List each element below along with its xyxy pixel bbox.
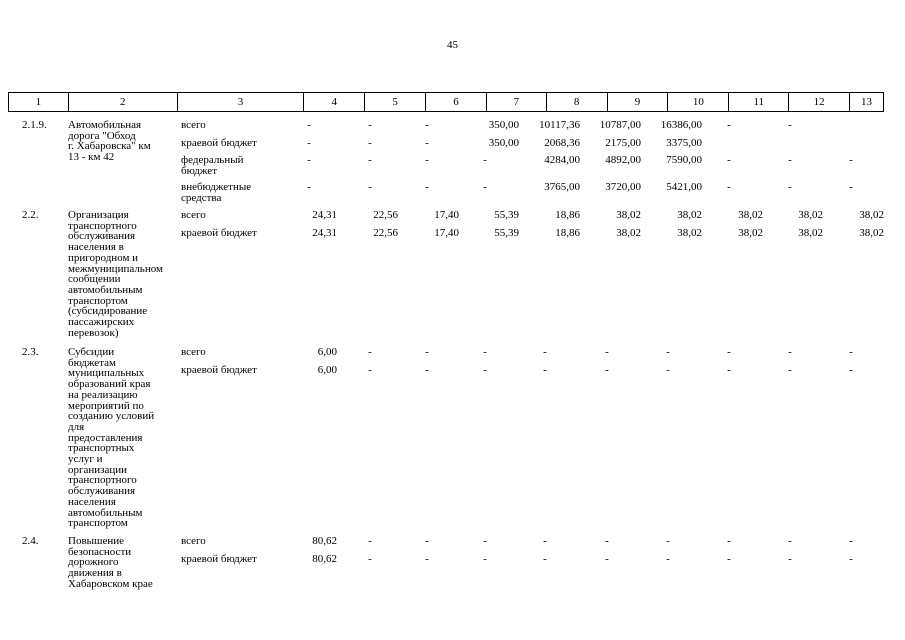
- row-name-line: дорожного: [68, 556, 119, 569]
- cell-value: 5421,00: [666, 181, 702, 193]
- cell-value: -: [483, 364, 487, 376]
- cell-value: 38,02: [738, 209, 763, 221]
- cell-value: -: [666, 346, 670, 358]
- row-name-line: пассажирских: [68, 316, 135, 328]
- header-col-8: 8: [547, 93, 608, 111]
- header-col-4: 4: [304, 93, 365, 111]
- cell-value: -: [425, 553, 429, 565]
- cell-value: 22,56: [373, 227, 398, 239]
- cell-value: 17,40: [434, 209, 459, 221]
- cell-value: -: [425, 535, 429, 547]
- subrow-label: всего: [181, 346, 206, 358]
- cell-value: -: [425, 137, 429, 149]
- cell-value: -: [727, 119, 731, 131]
- cell-value: -: [788, 154, 792, 166]
- cell-value: 38,02: [738, 227, 763, 239]
- row-name-line: дорога "Обход: [68, 129, 136, 142]
- cell-value: -: [483, 553, 487, 565]
- row-name-line: для: [68, 420, 85, 433]
- row-name-line: автомобильным: [68, 283, 143, 296]
- cell-value: 80,62: [312, 553, 337, 565]
- cell-value: 7590,00: [666, 154, 702, 166]
- cell-value: -: [849, 154, 853, 166]
- cell-value: 38,02: [616, 209, 641, 221]
- row-code: 2.1.9.: [22, 119, 47, 131]
- header-col-12: 12: [789, 93, 850, 111]
- row-name-line: транспортных: [68, 442, 135, 455]
- cell-value: -: [543, 346, 547, 358]
- cell-value: -: [727, 535, 731, 547]
- cell-value: 10787,00: [599, 119, 641, 131]
- cell-value: -: [727, 154, 731, 166]
- cell-value: 55,39: [494, 209, 519, 221]
- cell-value: -: [605, 535, 609, 547]
- cell-value: -: [425, 119, 429, 131]
- cell-value: 3765,00: [544, 181, 580, 193]
- row-name-line: 13 - км 42: [68, 151, 115, 164]
- cell-value: -: [483, 181, 487, 193]
- cell-value: -: [788, 181, 792, 193]
- subrow-label: средства: [181, 191, 222, 204]
- cell-value: -: [788, 553, 792, 565]
- cell-value: -: [788, 364, 792, 376]
- cell-value: -: [788, 119, 792, 131]
- subrow-label: краевой бюджет: [181, 364, 257, 376]
- cell-value: 3375,00: [666, 137, 702, 149]
- cell-value: 10117,36: [539, 119, 580, 131]
- row-name-line: муниципальных: [68, 367, 145, 380]
- cell-value: -: [425, 364, 429, 376]
- cell-value: 38,02: [677, 209, 702, 221]
- cell-value: -: [483, 535, 487, 547]
- cell-value: -: [307, 181, 311, 193]
- cell-value: -: [483, 346, 487, 358]
- cell-value: 4892,00: [605, 154, 641, 166]
- row-code: 2.4.: [22, 535, 39, 547]
- row-code: 2.3.: [22, 346, 39, 358]
- row-name-line: Организация: [68, 209, 129, 221]
- cell-value: -: [368, 553, 372, 565]
- subrow-label: федеральный: [181, 154, 244, 166]
- cell-value: -: [727, 346, 731, 358]
- subrow-label: всего: [181, 535, 206, 547]
- row-name-line: безопасности: [68, 545, 132, 558]
- cell-value: 17,40: [434, 227, 459, 239]
- row-name-line: Хабаровском крае: [68, 577, 153, 590]
- cell-value: -: [849, 364, 853, 376]
- cell-value: 350,00: [488, 119, 519, 131]
- row-name-line: предоставления: [68, 431, 143, 444]
- cell-value: 22,56: [373, 209, 398, 221]
- cell-value: -: [605, 553, 609, 565]
- row-name-line: транспортного: [68, 219, 137, 232]
- cell-value: -: [543, 553, 547, 565]
- header-col-13: 13: [861, 96, 872, 108]
- subrow-label: краевой бюджет: [181, 137, 257, 149]
- cell-value: -: [788, 346, 792, 358]
- cell-value: 6,00: [317, 364, 337, 376]
- cell-value: 38,02: [677, 227, 702, 239]
- header-col-9: 9: [608, 93, 669, 111]
- cell-value: 24,31: [312, 227, 337, 239]
- cell-value: 18,86: [555, 227, 580, 239]
- subrow-label: всего: [181, 119, 206, 131]
- header-col-1: 1: [9, 93, 69, 111]
- cell-value: 38,02: [859, 209, 884, 221]
- cell-value: -: [727, 364, 731, 376]
- cell-value: -: [368, 364, 372, 376]
- cell-value: -: [543, 535, 547, 547]
- row-name-line: транспортом: [68, 517, 128, 530]
- cell-value: -: [368, 137, 372, 149]
- row-name-line: мероприятий по: [68, 399, 144, 412]
- cell-value: 18,86: [555, 209, 580, 221]
- row-name-line: на реализацию: [68, 388, 138, 401]
- cell-value: -: [849, 553, 853, 565]
- row-name-line: (субсидирование: [68, 305, 148, 318]
- row-name-line: автомобильным: [68, 506, 143, 519]
- page-number: 45: [447, 39, 458, 51]
- header-col-10: 10: [668, 93, 729, 111]
- row-name-line: обслуживания: [68, 230, 136, 243]
- cell-value: -: [483, 154, 487, 166]
- cell-value: -: [666, 535, 670, 547]
- row-name-line: населения: [68, 495, 116, 508]
- header-col-2: 2: [69, 93, 178, 111]
- row-name-line: перевозок): [68, 326, 119, 339]
- row-name-line: движения в: [68, 567, 122, 580]
- cell-value: -: [543, 364, 547, 376]
- cell-value: -: [849, 181, 853, 193]
- header-col-11: 11: [729, 93, 789, 111]
- cell-value: -: [605, 364, 609, 376]
- header-col-5: 5: [365, 93, 426, 111]
- row-name-line: сообщении: [68, 273, 121, 286]
- cell-value: 3720,00: [605, 181, 641, 193]
- row-code: 2.2.: [22, 209, 39, 221]
- subrow-label: всего: [181, 209, 206, 221]
- subrow-label: краевой бюджет: [181, 553, 257, 565]
- row-name-line: созданию условий: [68, 410, 155, 423]
- row-name-line: Повышение: [68, 535, 125, 547]
- row-name-line: транспортного: [68, 474, 137, 487]
- row-name-line: транспортом: [68, 294, 128, 307]
- cell-value: -: [425, 346, 429, 358]
- cell-value: -: [425, 181, 429, 193]
- header-col-6: 6: [426, 93, 487, 111]
- subrow-label: внебюджетные: [181, 181, 252, 193]
- cell-value: -: [849, 535, 853, 547]
- cell-value: -: [368, 119, 372, 131]
- cell-value: -: [605, 346, 609, 358]
- subrow-label: краевой бюджет: [181, 227, 257, 239]
- header-col-3: 3: [178, 93, 305, 111]
- row-name-line: образований края: [68, 378, 151, 391]
- cell-value: -: [307, 119, 311, 131]
- cell-value: -: [849, 346, 853, 358]
- row-name-line: организации: [68, 463, 128, 476]
- cell-value: -: [788, 535, 792, 547]
- cell-value: -: [666, 364, 670, 376]
- subrow-label: бюджет: [181, 164, 217, 177]
- cell-value: 38,02: [798, 227, 823, 239]
- cell-value: 2068,36: [544, 137, 580, 149]
- cell-value: -: [368, 154, 372, 166]
- row-name-line: обслуживания: [68, 485, 136, 498]
- cell-value: 350,00: [488, 137, 519, 149]
- cell-value: 55,39: [494, 227, 519, 239]
- cell-value: -: [727, 181, 731, 193]
- cell-value: 80,62: [312, 535, 337, 547]
- table-header: [8, 92, 884, 112]
- row-name-line: пригородном и: [68, 251, 139, 264]
- cell-value: 24,31: [312, 209, 337, 221]
- row-name-line: межмуниципальном: [68, 262, 163, 275]
- row-name-line: населения в: [68, 241, 124, 254]
- cell-value: 38,02: [859, 227, 884, 239]
- cell-value: 2175,00: [605, 137, 641, 149]
- cell-value: -: [666, 553, 670, 565]
- cell-value: -: [307, 154, 311, 166]
- cell-value: -: [425, 154, 429, 166]
- row-name-line: услуг и: [68, 453, 103, 465]
- row-name-line: Автомобильная: [68, 119, 142, 131]
- cell-value: -: [368, 346, 372, 358]
- cell-value: 38,02: [798, 209, 823, 221]
- cell-value: 16386,00: [660, 119, 702, 131]
- cell-value: -: [368, 181, 372, 193]
- cell-value: -: [368, 535, 372, 547]
- row-name-line: г. Хабаровска" км: [68, 140, 151, 153]
- header-col-7: 7: [487, 93, 547, 111]
- cell-value: 38,02: [616, 227, 641, 239]
- cell-value: -: [727, 553, 731, 565]
- row-name-line: бюджетам: [68, 356, 116, 369]
- row-name-line: Субсидии: [68, 346, 115, 358]
- cell-value: 4284,00: [544, 154, 580, 166]
- cell-value: 6,00: [317, 346, 337, 358]
- cell-value: -: [307, 137, 311, 149]
